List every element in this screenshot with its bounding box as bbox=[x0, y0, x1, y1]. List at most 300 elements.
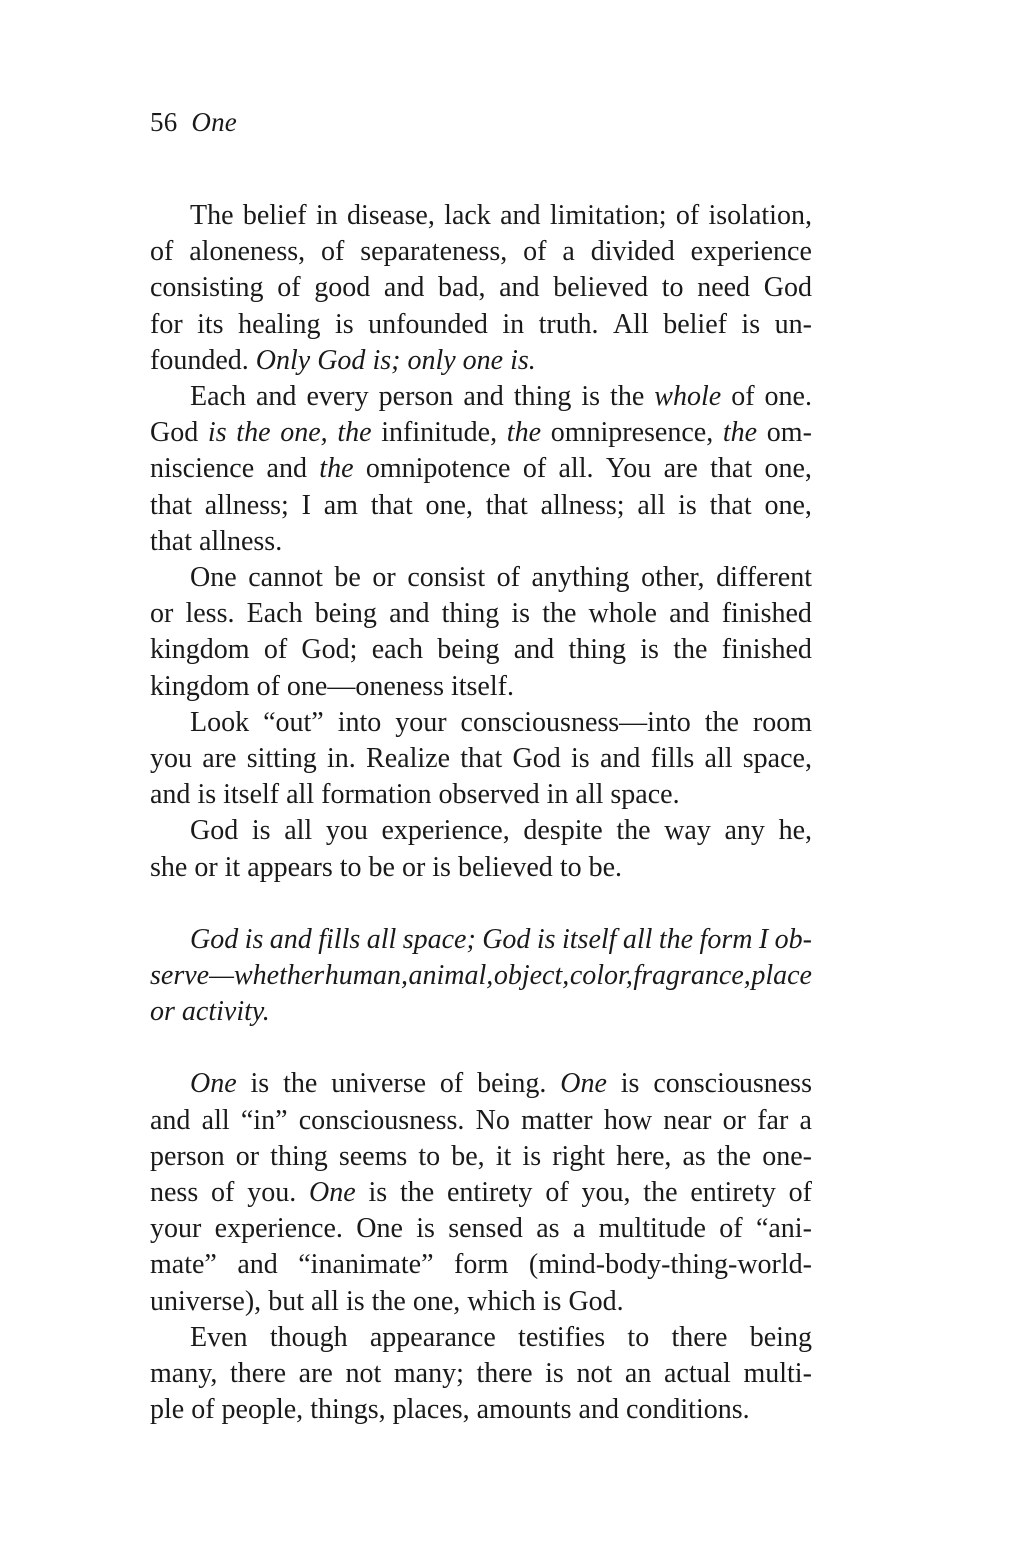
word: for bbox=[150, 308, 183, 340]
word: you bbox=[150, 743, 192, 775]
body-text bbox=[150, 198, 812, 1429]
word: any bbox=[724, 815, 765, 847]
word: of bbox=[211, 1177, 235, 1209]
word: the bbox=[399, 1177, 435, 1209]
word: right bbox=[552, 1140, 606, 1172]
spacer bbox=[150, 886, 812, 922]
word: to bbox=[661, 272, 684, 304]
text-line bbox=[150, 994, 812, 1030]
text-line bbox=[150, 451, 812, 487]
word: into bbox=[337, 706, 382, 738]
text-line bbox=[150, 1175, 812, 1211]
text-line bbox=[150, 234, 812, 270]
word: that bbox=[150, 525, 192, 557]
word: of bbox=[731, 381, 755, 413]
word: is bbox=[581, 381, 601, 413]
text-line bbox=[150, 524, 812, 560]
word: the bbox=[722, 417, 758, 449]
word: the bbox=[716, 1140, 752, 1172]
word: one, bbox=[425, 489, 473, 521]
paragraph bbox=[150, 705, 812, 814]
word: observed bbox=[438, 779, 540, 811]
word: fills bbox=[650, 743, 695, 775]
word: or bbox=[150, 996, 175, 1028]
word: you. bbox=[247, 1177, 297, 1209]
word: and bbox=[500, 200, 541, 231]
word: it bbox=[495, 1140, 512, 1172]
word: the bbox=[542, 598, 577, 630]
word: of bbox=[321, 236, 345, 268]
word: the bbox=[616, 815, 651, 847]
paragraph bbox=[150, 379, 812, 560]
word: one—oneness bbox=[286, 670, 444, 702]
word: thing bbox=[513, 381, 572, 413]
word: or bbox=[150, 598, 174, 630]
word: Each bbox=[246, 598, 303, 630]
text-line bbox=[150, 813, 812, 849]
word: One bbox=[309, 1177, 356, 1209]
word: God. bbox=[568, 1285, 624, 1317]
word: is; bbox=[372, 344, 401, 376]
word: of bbox=[256, 670, 280, 702]
text-line bbox=[150, 415, 812, 451]
word: be. bbox=[588, 851, 623, 883]
paragraph bbox=[150, 813, 812, 885]
word: is. bbox=[510, 344, 536, 376]
word: one, bbox=[764, 453, 812, 485]
word: one, bbox=[412, 1285, 461, 1317]
word: that bbox=[150, 489, 192, 521]
word: experience. bbox=[214, 1213, 343, 1245]
word: the bbox=[319, 453, 354, 485]
word: is bbox=[536, 923, 556, 955]
word: God bbox=[763, 272, 812, 304]
word: limitation; bbox=[549, 200, 667, 231]
word: cannot bbox=[248, 562, 323, 594]
word: near bbox=[663, 1104, 712, 1136]
word: I bbox=[301, 489, 311, 521]
word: people, bbox=[221, 1394, 304, 1426]
word: space, bbox=[742, 743, 812, 775]
word: un- bbox=[774, 308, 812, 340]
word: is bbox=[207, 417, 227, 449]
word: itself bbox=[223, 779, 280, 811]
block-quote bbox=[150, 922, 812, 1031]
word: separateness, bbox=[360, 236, 508, 268]
word: form bbox=[454, 1249, 509, 1281]
word: form bbox=[699, 923, 753, 955]
word: God bbox=[512, 743, 561, 775]
word: be bbox=[334, 562, 361, 594]
word: the bbox=[337, 417, 372, 449]
word: many; bbox=[393, 1358, 464, 1390]
word: space; bbox=[402, 923, 476, 955]
word: be bbox=[368, 851, 395, 883]
word: far bbox=[757, 1104, 789, 1136]
word: here, bbox=[616, 1140, 672, 1172]
word: only bbox=[407, 344, 456, 376]
word: the bbox=[371, 1285, 406, 1317]
word: experience bbox=[690, 236, 812, 268]
word: is bbox=[545, 1358, 564, 1390]
text-line bbox=[150, 632, 812, 668]
paragraph bbox=[150, 198, 812, 379]
word: the bbox=[658, 923, 694, 955]
word: in bbox=[502, 308, 525, 340]
word: is bbox=[640, 634, 659, 666]
text-line bbox=[150, 1320, 812, 1356]
word: thing bbox=[270, 1140, 328, 1172]
word: of bbox=[191, 1394, 215, 1426]
book-page bbox=[150, 104, 812, 1429]
word: unfounded bbox=[368, 308, 488, 340]
word: despite bbox=[523, 815, 603, 847]
word: of bbox=[788, 1177, 812, 1209]
word: actual bbox=[663, 1358, 731, 1390]
word: is bbox=[678, 489, 697, 521]
text-line bbox=[150, 777, 812, 813]
word: of bbox=[675, 200, 700, 231]
running-head bbox=[150, 104, 812, 140]
running-title: One bbox=[191, 107, 237, 137]
word: different bbox=[716, 562, 812, 594]
word: anything bbox=[531, 562, 630, 594]
word: is bbox=[250, 1068, 270, 1100]
word: conditions. bbox=[625, 1394, 750, 1426]
word: and bbox=[383, 272, 425, 304]
word: place bbox=[751, 960, 812, 992]
word: all bbox=[366, 923, 397, 955]
word: as bbox=[536, 1213, 560, 1245]
word: and bbox=[463, 381, 504, 413]
word: that bbox=[710, 453, 753, 485]
word: testifies bbox=[518, 1321, 606, 1353]
word: is bbox=[345, 1285, 365, 1317]
word: all. bbox=[558, 453, 594, 485]
word: One bbox=[190, 1068, 237, 1100]
word: and bbox=[266, 453, 307, 485]
word: it bbox=[224, 851, 241, 883]
word: mate” bbox=[150, 1249, 217, 1281]
word: ness bbox=[150, 1177, 199, 1209]
word: truth. bbox=[538, 308, 599, 340]
word: how bbox=[603, 1104, 653, 1136]
word: is bbox=[571, 743, 590, 775]
word: one, bbox=[280, 417, 328, 449]
word: all bbox=[310, 1285, 339, 1317]
word: to bbox=[339, 851, 362, 883]
text-line bbox=[150, 1392, 812, 1428]
word: allness. bbox=[199, 525, 283, 557]
word: in bbox=[315, 200, 338, 231]
word: All bbox=[612, 308, 649, 340]
word: or bbox=[401, 851, 426, 883]
word: in bbox=[546, 779, 569, 811]
word: all bbox=[284, 815, 313, 847]
word: there bbox=[230, 1358, 286, 1390]
word: to bbox=[627, 1321, 650, 1353]
word: consisting bbox=[150, 272, 264, 304]
word: all bbox=[286, 779, 315, 811]
word: as bbox=[682, 1140, 706, 1172]
word: One bbox=[356, 1213, 403, 1245]
word: universe), bbox=[150, 1285, 262, 1317]
word: though bbox=[269, 1321, 348, 1353]
text-line bbox=[150, 958, 812, 994]
word: One bbox=[560, 1068, 607, 1100]
word: God bbox=[190, 923, 239, 955]
word: God bbox=[482, 923, 531, 955]
word: and bbox=[150, 1104, 191, 1136]
word: are bbox=[298, 1358, 333, 1390]
text-line bbox=[150, 1139, 812, 1175]
word: that bbox=[370, 489, 413, 521]
word: of bbox=[150, 236, 174, 268]
word: of bbox=[277, 272, 301, 304]
word: of bbox=[522, 453, 547, 485]
spacer bbox=[150, 1030, 812, 1066]
word: and bbox=[389, 598, 430, 630]
word: and bbox=[255, 381, 297, 413]
word: Even bbox=[190, 1321, 248, 1353]
text-line bbox=[150, 596, 812, 632]
word: consist bbox=[407, 562, 486, 594]
word: is bbox=[251, 815, 271, 847]
word: is bbox=[368, 1177, 388, 1209]
word: Realize bbox=[366, 743, 450, 775]
word: but bbox=[268, 1285, 304, 1317]
text-line bbox=[150, 1211, 812, 1247]
word: there bbox=[476, 1358, 533, 1390]
word: person bbox=[378, 381, 454, 413]
word: ple bbox=[150, 1394, 185, 1426]
word: is bbox=[244, 923, 264, 955]
word: your bbox=[395, 706, 447, 738]
word: whole bbox=[588, 598, 657, 630]
word: way bbox=[664, 815, 711, 847]
word: kingdom bbox=[150, 670, 250, 702]
word: all bbox=[575, 779, 604, 811]
word: One bbox=[190, 562, 237, 594]
word: founded. bbox=[150, 344, 249, 376]
word: the bbox=[704, 706, 739, 738]
word: of bbox=[263, 634, 288, 666]
word: Only bbox=[255, 344, 311, 376]
word: that bbox=[460, 743, 503, 775]
word: all bbox=[637, 489, 666, 521]
word: omnipotence bbox=[365, 453, 511, 485]
word: consciousness bbox=[653, 1068, 812, 1100]
word: allness; bbox=[204, 489, 289, 521]
word: is bbox=[432, 851, 451, 883]
text-line bbox=[150, 270, 812, 306]
word: multitude bbox=[598, 1213, 706, 1245]
word: and bbox=[269, 923, 312, 955]
word: you, bbox=[581, 1177, 631, 1209]
word: being bbox=[314, 598, 377, 630]
word: finished bbox=[721, 634, 812, 666]
text-line bbox=[150, 669, 812, 705]
word: to bbox=[418, 1140, 441, 1172]
word: an bbox=[624, 1358, 652, 1390]
word: and bbox=[578, 1394, 619, 1426]
word: multi- bbox=[743, 1358, 812, 1390]
text-line bbox=[150, 1247, 812, 1283]
word: things, bbox=[310, 1394, 386, 1426]
word: all bbox=[201, 1104, 230, 1136]
word: disease, bbox=[347, 200, 435, 231]
word: whole bbox=[654, 381, 722, 413]
word: infinitude, bbox=[381, 417, 498, 449]
word: divided bbox=[590, 236, 675, 268]
word: good bbox=[314, 272, 371, 304]
word: entirety bbox=[447, 1177, 533, 1209]
word: object, bbox=[493, 960, 570, 992]
word: or bbox=[235, 1140, 260, 1172]
word: bad, bbox=[438, 272, 486, 304]
word: less. bbox=[185, 598, 235, 630]
word: is bbox=[197, 779, 217, 811]
word: other, bbox=[641, 562, 705, 594]
word: isolation, bbox=[708, 200, 812, 231]
word: God; bbox=[301, 634, 358, 666]
paragraph bbox=[150, 1066, 812, 1319]
word: to bbox=[559, 851, 582, 883]
word: which bbox=[467, 1285, 536, 1317]
word: she bbox=[150, 851, 188, 883]
word: of bbox=[719, 1213, 743, 1245]
word: all bbox=[704, 743, 733, 775]
word: the bbox=[610, 381, 645, 413]
word: person bbox=[150, 1140, 225, 1172]
word: he, bbox=[778, 815, 812, 847]
word: of bbox=[545, 1177, 569, 1209]
word: matter bbox=[521, 1104, 593, 1136]
word: is bbox=[416, 1213, 435, 1245]
word: or bbox=[194, 851, 218, 883]
word: your bbox=[150, 1213, 202, 1245]
word: No bbox=[475, 1104, 510, 1136]
word: not bbox=[576, 1358, 613, 1390]
paragraph bbox=[150, 1320, 812, 1429]
word: finished bbox=[721, 598, 812, 630]
word: is bbox=[620, 1068, 640, 1100]
word: that bbox=[485, 489, 528, 521]
word: or bbox=[722, 1104, 746, 1136]
word: in. bbox=[327, 743, 356, 775]
word: that bbox=[709, 489, 752, 521]
word: God bbox=[317, 344, 366, 376]
word: of bbox=[496, 562, 520, 594]
word: and bbox=[150, 779, 191, 811]
word: experience, bbox=[381, 815, 510, 847]
word: are bbox=[663, 453, 698, 485]
word: Look bbox=[190, 706, 250, 738]
word: many, bbox=[150, 1358, 218, 1390]
word: aloneness, bbox=[189, 236, 306, 268]
word: being. bbox=[477, 1068, 547, 1100]
word: is bbox=[334, 308, 354, 340]
word: lack bbox=[444, 200, 491, 231]
word: and bbox=[499, 272, 540, 304]
word: fills bbox=[318, 923, 361, 955]
word: of bbox=[523, 236, 547, 268]
word: “inanimate” bbox=[298, 1249, 434, 1281]
word: being bbox=[437, 634, 500, 666]
text-line bbox=[150, 850, 812, 886]
text-line bbox=[150, 1284, 812, 1320]
word: all bbox=[622, 923, 653, 955]
word: be, bbox=[451, 1140, 485, 1172]
word: every bbox=[306, 381, 369, 413]
word: the bbox=[236, 417, 271, 449]
word: is bbox=[741, 308, 761, 340]
word: need bbox=[697, 272, 751, 304]
word: (mind-body-thing-world- bbox=[528, 1249, 812, 1281]
word: activity. bbox=[181, 996, 270, 1028]
word: believed bbox=[553, 272, 649, 304]
word: omnipresence, bbox=[550, 417, 714, 449]
word: consciousness—into bbox=[460, 706, 691, 738]
word: the bbox=[283, 1068, 318, 1100]
text-line bbox=[150, 379, 812, 415]
word: am bbox=[323, 489, 358, 521]
paragraph bbox=[150, 560, 812, 705]
word: human, bbox=[324, 960, 408, 992]
word: being bbox=[749, 1321, 812, 1353]
word: formation bbox=[321, 779, 432, 811]
word: itself bbox=[562, 923, 617, 955]
word: om- bbox=[766, 417, 812, 449]
word: the bbox=[506, 417, 542, 449]
word: belief bbox=[663, 308, 727, 340]
word: serve—whether bbox=[150, 960, 325, 992]
text-line bbox=[150, 198, 812, 234]
word: is bbox=[511, 598, 531, 630]
word: animal, bbox=[408, 960, 494, 992]
word: its bbox=[197, 308, 224, 340]
word: one. bbox=[764, 381, 812, 413]
word: and bbox=[599, 743, 641, 775]
word: healing bbox=[238, 308, 321, 340]
text-line bbox=[150, 1103, 812, 1139]
word: places, bbox=[392, 1394, 470, 1426]
word: the bbox=[673, 634, 708, 666]
word: one, bbox=[764, 489, 812, 521]
word: not bbox=[345, 1358, 382, 1390]
word: and bbox=[669, 598, 710, 630]
word: is bbox=[542, 1285, 562, 1317]
word: the bbox=[643, 1177, 678, 1209]
word: belief bbox=[242, 200, 307, 231]
word: niscience bbox=[150, 453, 255, 485]
text-line bbox=[150, 1066, 812, 1102]
word: You bbox=[605, 453, 652, 485]
word: color, bbox=[569, 960, 633, 992]
text-line bbox=[150, 488, 812, 524]
word: room bbox=[752, 706, 812, 738]
word: entirety bbox=[690, 1177, 776, 1209]
word: “out” bbox=[263, 706, 324, 738]
word: kingdom bbox=[150, 634, 250, 666]
word: you bbox=[325, 815, 368, 847]
word: and bbox=[237, 1249, 278, 1281]
page-number: 56 bbox=[150, 107, 178, 137]
word: The bbox=[190, 200, 234, 231]
word: consciousness. bbox=[298, 1104, 465, 1136]
word: of bbox=[439, 1068, 464, 1100]
word: ob- bbox=[774, 923, 812, 955]
